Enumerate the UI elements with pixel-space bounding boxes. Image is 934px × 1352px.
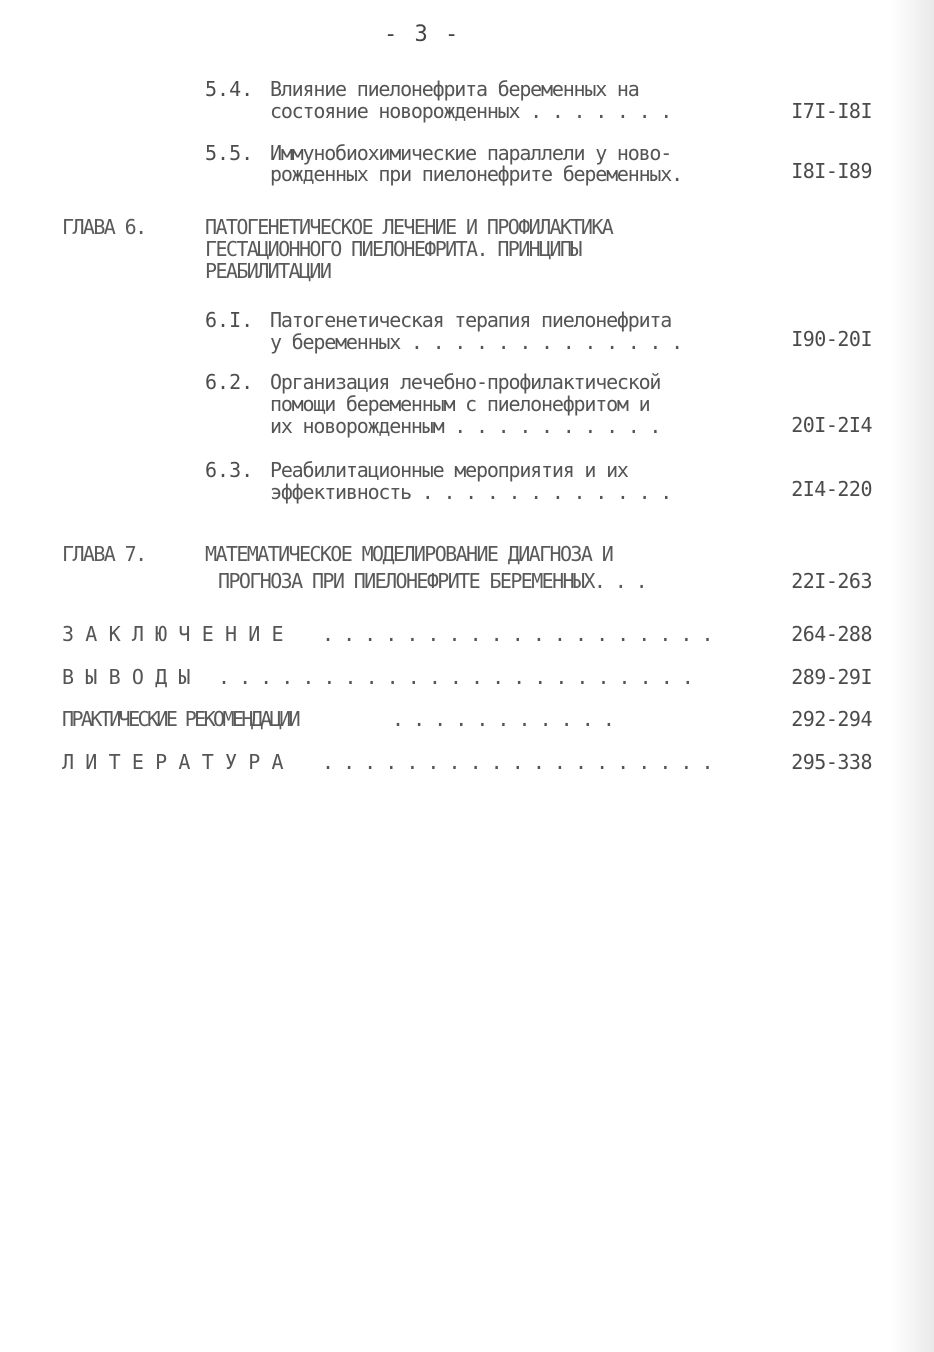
section-title: Л И Т Е Р А Т У Р А bbox=[62, 750, 284, 774]
dot-leader: . . . . . . . . . . . . . . . . . . . bbox=[322, 622, 713, 646]
entry-title-line: Патогенетическая терапия пиелонефрита bbox=[270, 308, 672, 332]
chapter-title-line: РЕАБИЛИТАЦИИ bbox=[205, 259, 331, 283]
entry-title-line: рожденных при пиелонефрите беременных. bbox=[270, 162, 682, 186]
section-title: З А К Л Ю Ч Е Н И Е bbox=[62, 622, 284, 646]
section-title: ПРАКТИЧЕСКИЕ РЕКОМЕНДАЦИИ bbox=[62, 707, 299, 731]
dot-leader: . . . . . . . . . . . . . . . . . . . . . . . bbox=[218, 665, 693, 689]
page-range: 295-338 bbox=[791, 750, 872, 774]
section-number: 5.5. bbox=[205, 141, 254, 165]
chapter-title-line: ПРОГНОЗА ПРИ ПИЕЛОНЕФРИТЕ БЕРЕМЕННЫХ. . . bbox=[218, 569, 647, 593]
chapter-number: ГЛАВА 6. bbox=[62, 215, 146, 239]
page-range: I8I-I89 bbox=[791, 159, 872, 183]
section-number: 6.3. bbox=[205, 458, 254, 482]
section-number: 5.4. bbox=[205, 77, 254, 101]
entry-title-line: Влияние пиелонефрита беременных на bbox=[270, 77, 639, 101]
page-range: 289-29I bbox=[791, 665, 872, 689]
entry-title-line: у беременных . . . . . . . . . . . . . bbox=[270, 330, 682, 354]
chapter-number: ГЛАВА 7. bbox=[62, 542, 146, 566]
entry-title-line: Иммунобиохимические параллели у ново- bbox=[270, 141, 672, 165]
page-range: 2I4-220 bbox=[791, 477, 872, 501]
page-range: 20I-2I4 bbox=[791, 413, 872, 437]
entry-title-line: Реабилитационные мероприятия и их bbox=[270, 458, 628, 482]
dot-leader: . . . . . . . . . . . . . . . . . . . bbox=[322, 750, 713, 774]
entry-title-line: состояние новорожденных . . . . . . . bbox=[270, 99, 672, 123]
entry-title-line: Организация лечебно-профилактической bbox=[270, 370, 661, 394]
page-range: 22I-263 bbox=[791, 569, 872, 593]
dot-leader: . . . . . . . . . . . bbox=[392, 707, 614, 731]
section-title: В Ы В О Д Ы bbox=[62, 665, 191, 689]
page-range: I90-20I bbox=[791, 327, 872, 351]
chapter-title-line: МАТЕМАТИЧЕСКОЕ МОДЕЛИРОВАНИЕ ДИАГНОЗА И bbox=[205, 542, 613, 566]
page-range: I7I-I8I bbox=[791, 99, 872, 123]
section-number: 6.I. bbox=[205, 308, 254, 332]
chapter-title-line: ГЕСТАЦИОННОГО ПИЕЛОНЕФРИТА. ПРИНЦИПЫ bbox=[205, 237, 581, 261]
page-range: 264-288 bbox=[791, 622, 872, 646]
page-range: 292-294 bbox=[791, 707, 872, 731]
section-number: 6.2. bbox=[205, 370, 254, 394]
entry-title-line: эффективность . . . . . . . . . . . . bbox=[270, 480, 672, 504]
entry-title-line: помощи беременным с пиелонефритом и bbox=[270, 392, 650, 416]
entry-title-line: их новорожденным . . . . . . . . . . bbox=[270, 414, 661, 438]
chapter-title-line: ПАТОГЕНЕТИЧЕСКОЕ ЛЕЧЕНИЕ И ПРОФИЛАКТИКА bbox=[205, 215, 613, 239]
page-number: - 3 - bbox=[384, 22, 461, 47]
